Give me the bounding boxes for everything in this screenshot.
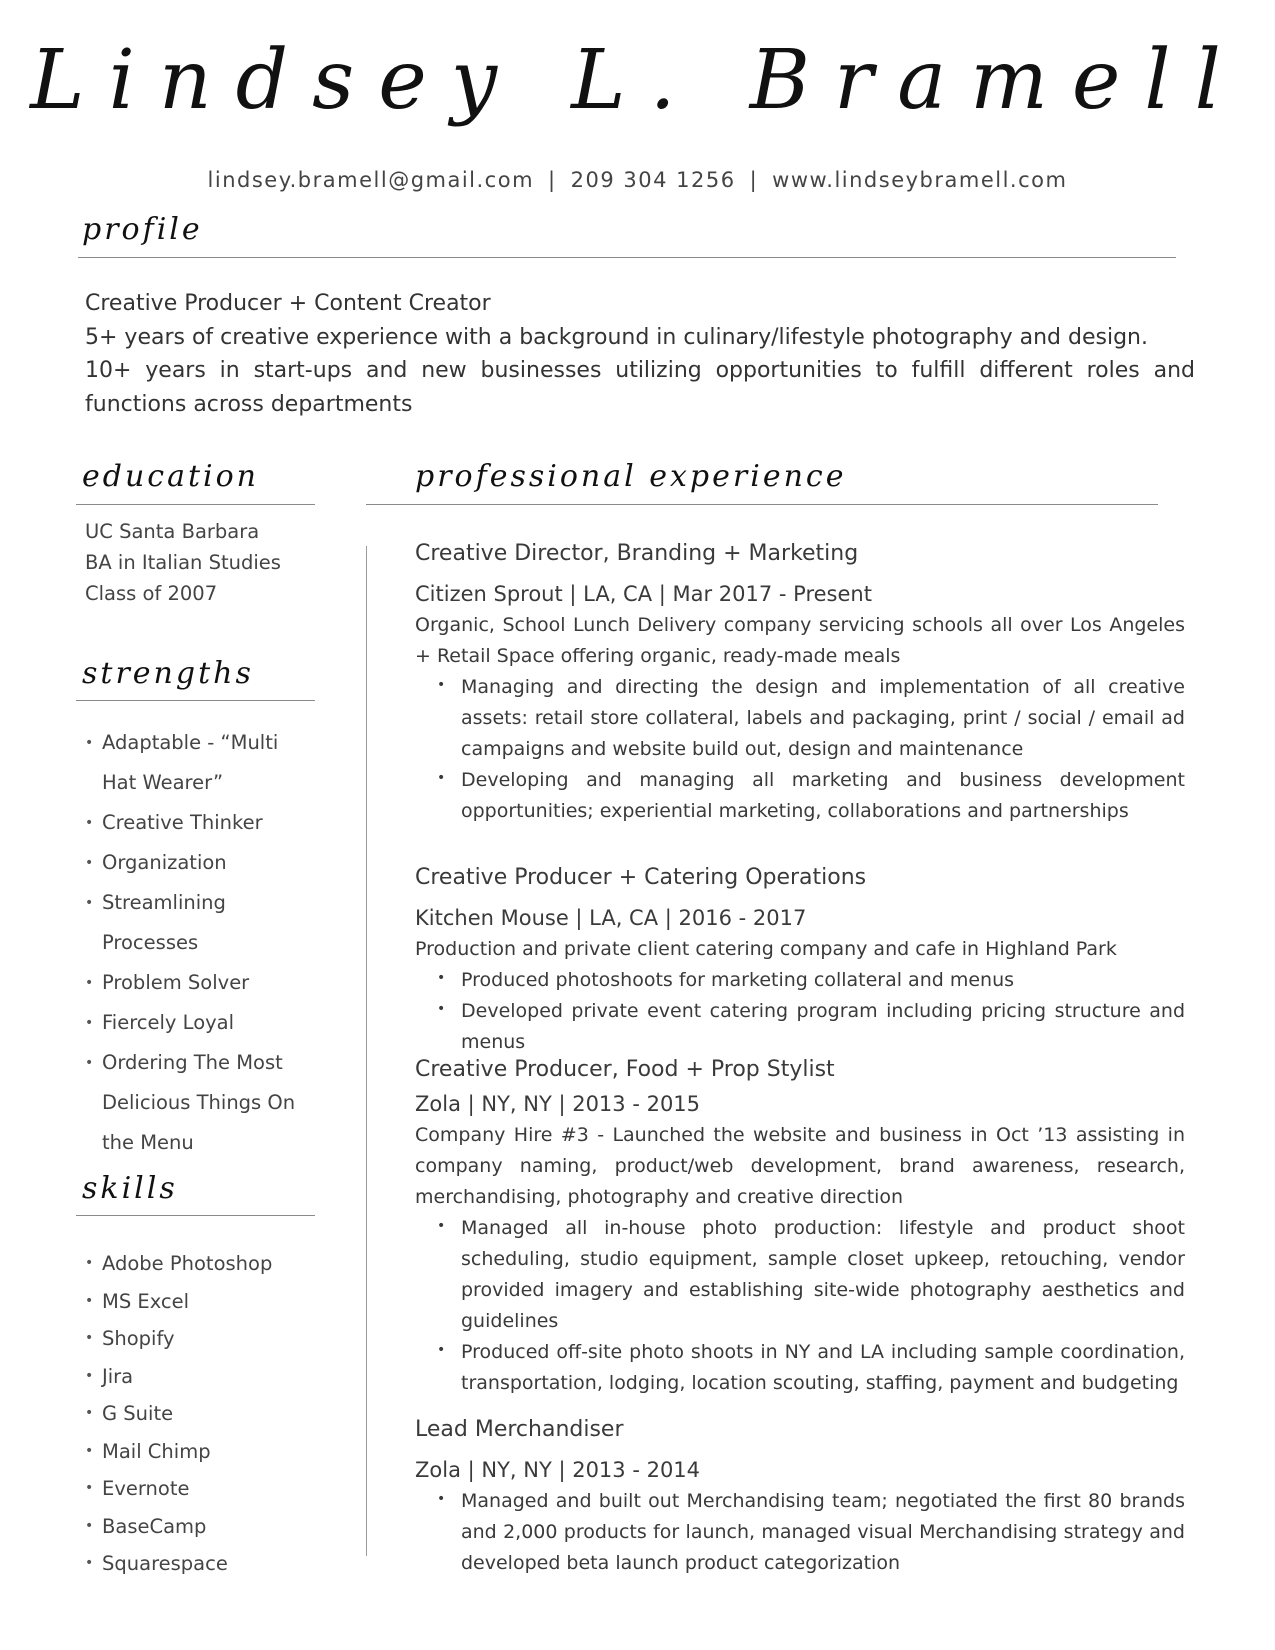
bullet-icon: •	[85, 735, 94, 751]
bullet-icon: •	[85, 815, 94, 831]
bullet-icon: •	[85, 1555, 94, 1571]
bullet-icon: •	[437, 1218, 446, 1234]
strength-item: • Ordering The Most Delicious Things On the Menu	[85, 1043, 315, 1163]
education-divider	[76, 504, 315, 505]
job-title: Creative Director, Branding + Marketing	[415, 541, 859, 566]
email-link[interactable]: lindsey.bramell@gmail.com	[207, 168, 535, 192]
job-bullets	[415, 1486, 1185, 1579]
job-description: Company Hire #3 - Launched the website and business in Oct ’13 assisting in company naming, product/web development, brand awareness, research, merchandising, photography and creative direction	[415, 1124, 1185, 1208]
job-meta: Citizen Sprout | LA, CA | Mar 2017 - Present	[415, 582, 872, 606]
bullet-icon: •	[437, 770, 446, 786]
strength-item: • Creative Thinker	[85, 803, 315, 843]
strength-item: • Organization	[85, 843, 315, 883]
contact-separator: |	[749, 168, 759, 192]
bullet-icon: •	[85, 1292, 94, 1309]
job-bullet: • Developed private event catering program including pricing structure and menus	[415, 996, 1185, 1058]
job-entry	[415, 1414, 1185, 1579]
skill-item: • Squarespace	[85, 1545, 315, 1583]
strength-item: • Problem Solver	[85, 963, 315, 1003]
skill-item: • Adobe Photoshop	[85, 1245, 315, 1283]
job-bullet: • Developing and managing all marketing and business development opportunities; experiential marketing, collaborations and partnerships	[415, 765, 1185, 827]
strength-item: • Streamlining Processes	[85, 883, 315, 963]
skill-item: • Mail Chimp	[85, 1433, 315, 1471]
bullet-icon: •	[85, 1517, 94, 1534]
bullet-icon: •	[85, 1330, 94, 1346]
bullet-icon: •	[85, 895, 94, 911]
bullet-icon: •	[85, 1405, 94, 1421]
bullet-icon: •	[437, 970, 446, 986]
skill-item: • G Suite	[85, 1395, 315, 1433]
skill-item: • Shopify	[85, 1320, 315, 1358]
skill-item: • BaseCamp	[85, 1508, 315, 1546]
job-title: Creative Producer, Food + Prop Stylist	[415, 1057, 835, 1082]
skills-heading: skills	[82, 1171, 178, 1206]
bullet-icon: •	[85, 1015, 94, 1031]
job-entry	[415, 1054, 1185, 1399]
strengths-divider	[76, 700, 315, 701]
website-link[interactable]: www.lindseybramell.com	[772, 168, 1068, 192]
bullet-icon: •	[85, 1367, 94, 1384]
job-title: Lead Merchandiser	[415, 1417, 624, 1442]
bullet-icon: •	[437, 1491, 446, 1507]
resume-name: Lindsey L. Bramell	[30, 33, 1245, 128]
contact-line	[0, 168, 1275, 192]
job-description: Production and private client catering company and cafe in Highland Park	[415, 938, 1117, 960]
education-degree: BA in Italian Studies	[85, 551, 281, 574]
job-entry	[415, 538, 1185, 827]
experience-heading: professional experience	[415, 459, 847, 494]
education-year: Class of 2007	[85, 582, 218, 605]
bullet-icon: •	[437, 677, 446, 693]
skill-item: • Jira	[85, 1358, 315, 1396]
job-bullet: • Produced off-site photo shoots in NY and LA including sample coordination, transportation, lodging, location scouting, staffing, payment and budgeting	[415, 1337, 1185, 1399]
job-meta: Zola | NY, NY | 2013 - 2014	[415, 1458, 701, 1482]
strengths-heading: strengths	[82, 656, 254, 691]
job-meta: Zola | NY, NY | 2013 - 2015	[415, 1092, 701, 1116]
strength-item: • Fiercely Loyal	[85, 1003, 315, 1043]
bullet-icon: •	[437, 1342, 446, 1358]
job-bullet: • Produced photoshoots for marketing collateral and menus	[415, 965, 1185, 996]
phone-number: 209 304 1256	[570, 168, 736, 192]
profile-line: Creative Producer + Content Creator	[85, 291, 491, 316]
skills-divider	[76, 1215, 315, 1216]
job-meta: Kitchen Mouse | LA, CA | 2016 - 2017	[415, 906, 807, 930]
job-bullet: • Managed all in-house photo production: lifestyle and product shoot scheduling, studio equipment, sample closet upkeep, retouching, vendor provided imagery and establishing site-wide photography aesthetics and guidelines	[415, 1213, 1185, 1337]
job-bullets	[415, 965, 1185, 1058]
education-heading: education	[82, 459, 259, 494]
job-title: Creative Producer + Catering Operations	[415, 865, 867, 890]
bullet-icon: •	[85, 1480, 94, 1496]
skill-item: • MS Excel	[85, 1283, 315, 1321]
profile-line: 10+ years in start-ups and new businesses utilizing opportunities to fulfill different roles and functions across departments	[85, 358, 1195, 417]
experience-divider	[366, 504, 1158, 505]
profile-divider	[78, 257, 1176, 258]
skill-item: • Evernote	[85, 1470, 315, 1508]
bullet-icon: •	[85, 1442, 94, 1459]
bullet-icon: •	[85, 1255, 94, 1271]
education-school: UC Santa Barbara	[85, 520, 260, 543]
job-description: Organic, School Lunch Delivery company servicing schools all over Los Angeles + Retail Space offering organic, ready-made meals	[415, 614, 1185, 667]
job-bullet: • Managing and directing the design and implementation of all creative assets: retail store collateral, labels and packaging, print / social / email ad campaigns and website build out, design and maintenance	[415, 672, 1185, 765]
profile-line: 5+ years of creative experience with a background in culinary/lifestyle photography and design.	[85, 324, 1148, 350]
column-divider	[366, 546, 367, 1556]
education-block	[85, 516, 281, 609]
profile-heading: profile	[82, 212, 203, 247]
profile-summary	[85, 287, 1195, 421]
bullet-icon: •	[437, 1001, 446, 1017]
bullet-icon: •	[85, 855, 94, 871]
job-bullet: • Managed and built out Merchandising team; negotiated the first 80 brands and 2,000 products for launch, managed visual Merchandising strategy and developed beta launch product categorization	[415, 1486, 1185, 1579]
contact-separator: |	[548, 168, 557, 192]
strength-item: • Adaptable - “Multi Hat Wearer”	[85, 723, 315, 803]
bullet-icon: •	[85, 975, 94, 991]
job-entry	[415, 862, 1185, 1058]
bullet-icon: •	[85, 1055, 94, 1071]
strengths-list	[85, 723, 315, 1163]
skills-list	[85, 1245, 315, 1583]
job-bullets	[415, 672, 1185, 827]
job-bullets	[415, 1213, 1185, 1399]
